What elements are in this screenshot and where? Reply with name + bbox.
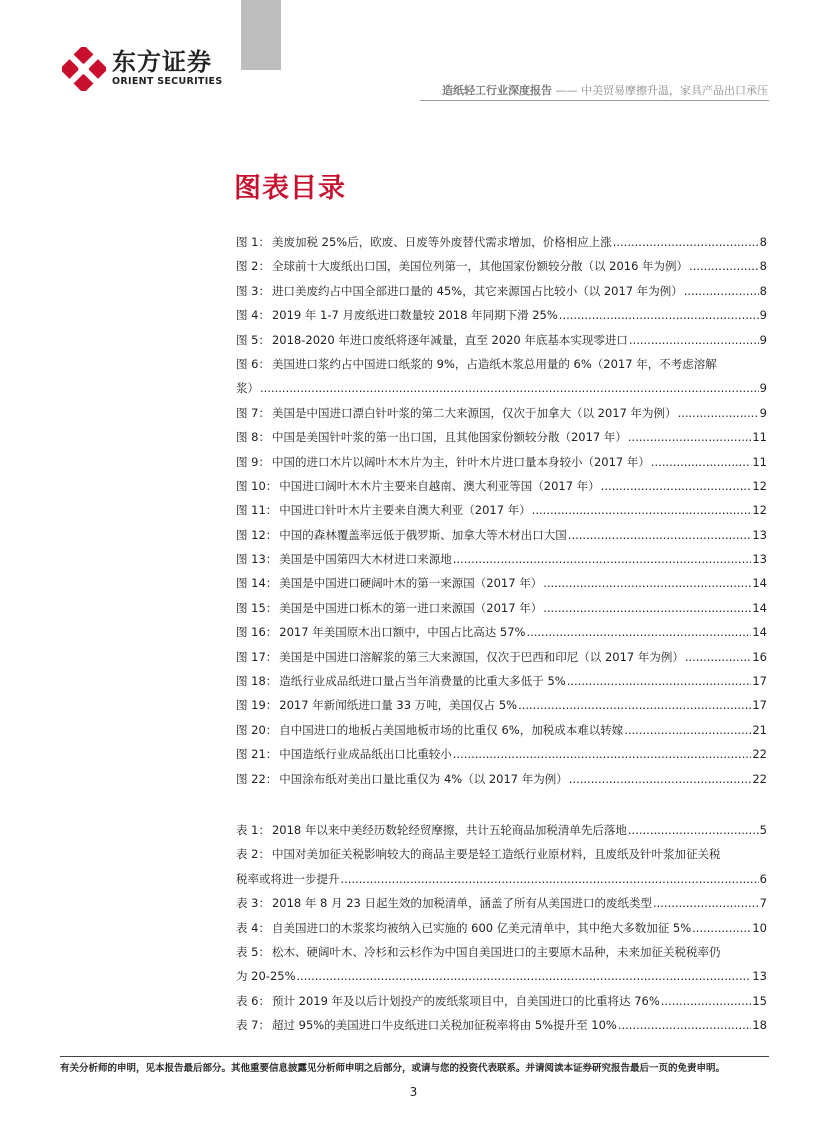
orient-securities-logo-icon [62, 47, 106, 91]
toc-entry-title: 2018 年 8 月 23 日起生效的加税清单，涵盖了所有从美国进口的废纸类型 [271, 896, 652, 911]
figure-toc-entry[interactable] [236, 328, 767, 352]
company-logo [62, 47, 232, 91]
toc-leader-dots [260, 376, 759, 400]
toc-leader-dots [569, 767, 752, 791]
toc-entry-title: 中国是美国针叶浆的第一出口国，且其他国家份额较分散（2017 年） [271, 430, 627, 445]
toc-entry-label: 图 4： [236, 308, 270, 323]
toc-leader-dots [453, 742, 752, 766]
toc-entry-title-cont: 为 20-25% [236, 969, 296, 984]
toc-entry-label: 图 18： [236, 674, 278, 689]
toc-entry-label: 表 7： [236, 1018, 270, 1033]
toc-leader-dots [568, 523, 752, 547]
toc-entry-page: 13 [752, 552, 767, 567]
toc-entry-label: 表 6： [236, 993, 270, 1008]
toc-entry-label: 图 5： [236, 332, 270, 347]
toc-leader-dots [689, 254, 759, 278]
toc-entry-page: 8 [759, 235, 767, 249]
toc-entry-label: 表 5： [236, 944, 270, 959]
toc-leader-dots [567, 669, 752, 693]
toc-entry-title: 中国的进口木片以阔叶木木片为主，针叶木片进口量本身较小（2017 年） [271, 454, 650, 469]
toc-entry-page: 11 [752, 454, 767, 469]
table-toc-entry[interactable] [236, 842, 767, 891]
report-header [442, 82, 768, 98]
report-category: 造纸轻工行业深度报告 [442, 84, 552, 97]
toc-leader-dots [618, 1013, 752, 1037]
figure-toc-entry[interactable] [236, 742, 767, 766]
toc-entry-title: 美国是中国进口漂白针叶浆的第二大来源国，仅次于加拿大（以 2017 年为例） [271, 405, 677, 420]
toc-entry-label: 图 6： [236, 356, 270, 371]
toc-entry-label: 图 12： [236, 527, 278, 542]
toc-leader-dots [526, 620, 751, 644]
toc-entry-page: 14 [752, 576, 767, 591]
toc-leader-dots [543, 571, 751, 595]
header-rule [420, 100, 769, 101]
toc-entry-title: 2017 年新闻纸进口量 33 万吨，美国仅占 5% [279, 698, 518, 713]
toc-entry-page: 18 [752, 1018, 767, 1033]
toc-leader-dots [341, 867, 759, 891]
toc-entry-label: 图 17： [236, 649, 278, 664]
figure-toc-entry[interactable] [236, 254, 767, 278]
header-separator: —— [552, 84, 581, 97]
toc-entry-page: 8 [759, 283, 767, 298]
toc-leader-dots [692, 916, 751, 940]
toc-entry-page: 10 [752, 920, 767, 935]
toc-entry-label: 图 15： [236, 600, 278, 615]
toc-leader-dots [628, 425, 751, 449]
toc-entry-page: 21 [752, 722, 767, 737]
table-toc-entry[interactable] [236, 1013, 767, 1037]
toc-entry-title: 美国是中国进口溶解浆的第三大来源国，仅次于巴西和印尼（以 2017 年为例） [279, 649, 684, 664]
toc-entry-title: 进口美废约占中国全部进口量的 45%，其它来源国占比较小（以 2017 年为例） [271, 283, 683, 298]
toc-entry-label: 图 9： [236, 454, 270, 469]
figure-toc-entry[interactable] [236, 230, 767, 254]
toc-entry-page: 9 [759, 405, 767, 420]
toc-entry-page: 7 [759, 896, 767, 911]
figure-toc-entry[interactable] [236, 450, 767, 474]
toc-entry-page: 5 [759, 823, 767, 837]
toc-entry-label: 图 3： [236, 283, 270, 298]
figure-toc-entry[interactable] [236, 645, 767, 669]
toc-leader-dots [532, 498, 752, 522]
toc-entry-title-cont: 浆） [236, 381, 259, 396]
tables-toc [236, 818, 767, 1038]
toc-leader-dots [651, 450, 751, 474]
toc-entry-page: 12 [752, 478, 767, 493]
figure-toc-entry[interactable] [236, 352, 767, 401]
footer-rule [60, 1056, 769, 1057]
toc-leader-dots [297, 964, 752, 988]
table-toc-entry[interactable] [236, 989, 767, 1013]
toc-entry-label: 表 2： [236, 847, 270, 862]
figure-toc-entry[interactable] [236, 523, 767, 547]
figure-toc-entry[interactable] [236, 693, 767, 717]
figure-toc-entry[interactable] [236, 279, 767, 303]
report-title: 中美贸易摩擦升温，家具产品出口承压 [581, 84, 768, 97]
figure-toc-entry[interactable] [236, 571, 767, 595]
toc-entry-title: 造纸行业成品纸进口量占当年消费量的比重大多低于 5% [279, 674, 566, 689]
toc-entry-page: 13 [752, 527, 767, 542]
toc-entry-label: 图 13： [236, 552, 278, 567]
toc-entry-title: 美国是中国进口栎木的第一进口来源国（2017 年） [279, 600, 543, 615]
toc-entry-title: 自中国进口的地板占美国地板市场的比重仅 6%，加税成本难以转嫁 [279, 722, 624, 737]
toc-entry-label: 图 19： [236, 698, 278, 713]
toc-entry-page: 11 [752, 430, 767, 445]
toc-leader-dots [653, 891, 759, 915]
toc-entry-page: 13 [752, 969, 767, 984]
toc-entry-label: 图 1： [236, 235, 270, 249]
figure-toc-entry[interactable] [236, 620, 767, 644]
figures-toc [236, 230, 767, 791]
table-toc-entry[interactable] [236, 940, 767, 989]
toc-leader-dots [661, 989, 752, 1013]
toc-entry-title: 中国造纸行业成品纸出口比重较小 [279, 747, 452, 762]
toc-entry-page: 17 [752, 674, 767, 689]
toc-leader-dots [685, 645, 751, 669]
figure-toc-entry[interactable] [236, 547, 767, 571]
figure-toc-entry[interactable] [236, 767, 767, 791]
toc-entry-title-cont: 税率或将进一步提升 [236, 871, 340, 886]
toc-entry-page: 16 [752, 649, 767, 664]
figure-toc-entry[interactable] [236, 303, 767, 327]
toc-entry-title: 美国是中国进口硬阔叶木的第一来源国（2017 年） [279, 576, 543, 591]
figure-toc-entry[interactable] [236, 425, 767, 449]
toc-entry-label: 表 1： [236, 823, 270, 837]
toc-entry-title: 2017 年美国原木出口额中，中国占比高达 57% [279, 625, 526, 640]
table-toc-entry[interactable] [236, 916, 767, 940]
toc-leader-dots [453, 547, 752, 571]
toc-entry-title: 2019 年 1-7 月废纸进口数量较 2018 年同期下滑 25% [271, 308, 558, 323]
figure-toc-entry[interactable] [236, 401, 767, 425]
toc-leader-dots [601, 474, 752, 498]
toc-leader-dots [678, 401, 759, 425]
toc-entry-page: 6 [759, 871, 767, 886]
toc-entry-label: 图 20： [236, 722, 278, 737]
header-gray-tab [241, 0, 281, 70]
toc-entry-page: 15 [752, 993, 767, 1008]
toc-entry-page: 12 [752, 503, 767, 518]
toc-leader-dots [629, 328, 759, 352]
toc-entry-title: 中国进口阔叶木木片主要来自越南、澳大利亚等国（2017 年） [279, 478, 600, 493]
toc-entry-title: 美国进口浆约占中国进口纸浆的 9%，占造纸木浆总用量的 6%（2017 年，不考虑溶解 [271, 356, 717, 371]
toc-leader-dots [518, 693, 751, 717]
logo-english-name: ORIENT SECURITIES [112, 76, 223, 87]
toc-entry-label: 图 11： [236, 503, 278, 518]
toc-leader-dots [684, 279, 759, 303]
toc-entry-title: 全球前十大废纸出口国，美国位列第一，其他国家份额较分散（以 2016 年为例） [271, 259, 689, 274]
toc-entry-page: 14 [752, 625, 767, 640]
table-toc-entry[interactable] [236, 818, 767, 842]
toc-entry-title: 松木、硬阔叶木、冷杉和云杉作为中国自美国进口的主要原木品种，未来加征关税税率仍 [271, 944, 721, 959]
toc-entry-page: 22 [752, 747, 767, 762]
toc-entry-title: 超过 95%的美国进口牛皮纸进口关税加征税率将由 5%提升至 10% [271, 1018, 617, 1033]
toc-entry-title: 自美国进口的木浆浆均被纳入已实施的 600 亿美元清单中，其中绝大多数加征 5% [271, 920, 692, 935]
toc-entry-title: 2018 年以来中美经历数轮经贸摩擦，共计五轮商品加税清单先后落地 [271, 823, 627, 837]
table-toc-entry[interactable] [236, 891, 767, 915]
toc-leader-dots [624, 718, 751, 742]
toc-leader-dots [613, 230, 759, 254]
toc-entry-label: 表 3： [236, 896, 270, 911]
toc-entry-page: 9 [759, 381, 767, 396]
toc-leader-dots [628, 818, 759, 842]
toc-entry-label: 图 16： [236, 625, 278, 640]
toc-entry-page: 14 [752, 600, 767, 615]
footer-disclaimer: 有关分析师的申明，见本报告最后部分。其他重要信息披露见分析师申明之后部分，或请与您的投资代表联系。并请阅读本证券研究报告最后一页的免责申明。 [60, 1063, 726, 1074]
toc-entry-title: 中国对美加征关税影响较大的商品主要是轻工造纸行业原材料，且废纸及针叶浆加征关税 [271, 847, 721, 862]
toc-entry-title: 2018-2020 年进口废纸将逐年减量，直至 2020 年底基本实现零进口 [271, 332, 628, 347]
logo-chinese-name: 东方证券 [112, 48, 212, 76]
page-title: 图表目录 [234, 173, 346, 204]
figure-toc-entry[interactable] [236, 669, 767, 693]
figure-toc-entry[interactable] [236, 474, 767, 498]
figure-toc-entry[interactable] [236, 718, 767, 742]
toc-entry-page: 22 [752, 771, 767, 786]
toc-entry-title: 预计 2019 年及以后计划投产的废纸浆项目中，自美国进口的比重将达 76% [271, 993, 660, 1008]
toc-entry-page: 9 [759, 308, 767, 323]
toc-entry-label: 图 21： [236, 747, 278, 762]
toc-entry-title: 中国的森林覆盖率远低于俄罗斯、加拿大等木材出口大国 [279, 527, 567, 542]
toc-entry-page: 9 [759, 332, 767, 347]
toc-entry-title: 中国涂布纸对美出口量比重仅为 4%（以 2017 年为例） [279, 771, 568, 786]
toc-entry-label: 表 4： [236, 920, 270, 935]
toc-entry-label: 图 14： [236, 576, 278, 591]
page-number: 3 [409, 1085, 418, 1099]
toc-entry-title: 中国进口针叶木片主要来自澳大利亚（2017 年） [279, 503, 531, 518]
toc-entry-title: 美废加税 25%后，欧废、日废等外废替代需求增加，价格相应上涨 [271, 235, 612, 249]
toc-entry-label: 图 8： [236, 430, 270, 445]
toc-entry-label: 图 2： [236, 259, 270, 274]
figure-toc-entry[interactable] [236, 596, 767, 620]
figure-toc-entry[interactable] [236, 498, 767, 522]
toc-entry-label: 图 7： [236, 405, 270, 420]
toc-entry-page: 8 [759, 259, 767, 274]
toc-entry-label: 图 10： [236, 478, 278, 493]
toc-leader-dots [559, 303, 759, 327]
toc-entry-page: 17 [752, 698, 767, 713]
toc-entry-label: 图 22： [236, 771, 278, 786]
toc-leader-dots [543, 596, 751, 620]
toc-entry-title: 美国是中国第四大木材进口来源地 [279, 552, 452, 567]
